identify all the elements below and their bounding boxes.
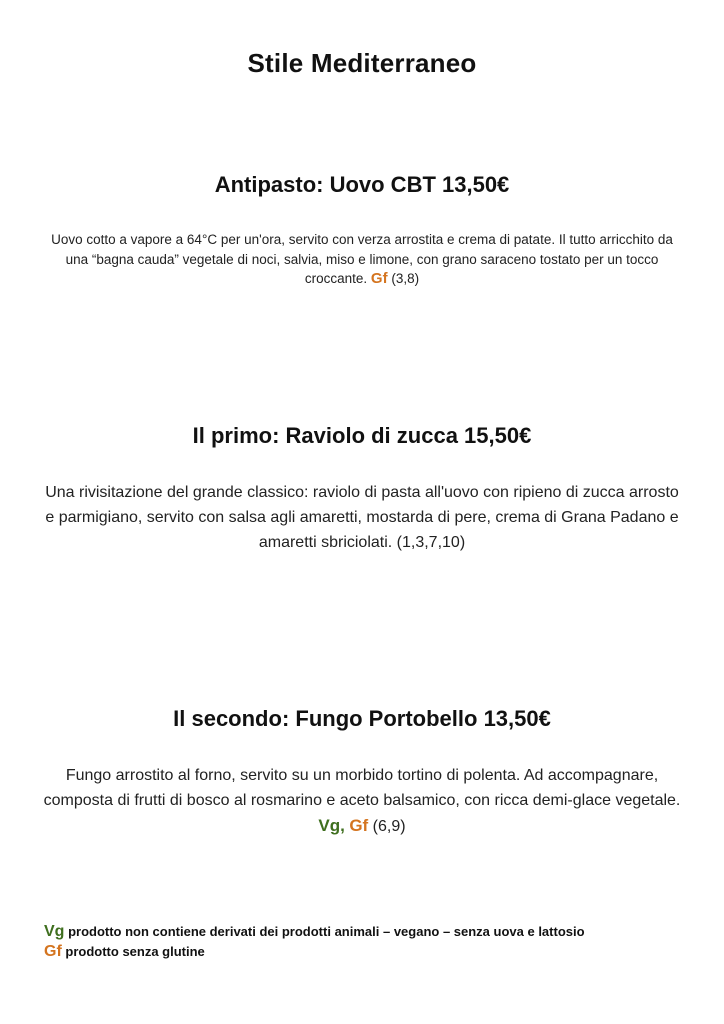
primo-heading: Il primo: Raviolo di zucca 15,50€ xyxy=(192,423,532,448)
legend-text-gf: prodotto senza glutine xyxy=(65,944,205,959)
antipasto-description xyxy=(40,230,684,289)
tag-separator: , xyxy=(340,816,345,835)
legend-text-vg: prodotto non contiene derivati dei prodotti animali – vegano – senza uova e lattosio xyxy=(68,924,585,939)
primo-description xyxy=(40,480,684,555)
primo-text: Una rivisitazione del grande classico: raviolo di pasta all'uovo con ripieno di zucca arrosto e parmigiano, servito con salsa agli amaretti, mostarda di pere, crema di Grana Padano e amaretti sbriciolati. (1,3,7,10) xyxy=(45,484,679,551)
legend-item-gluten-free xyxy=(44,942,694,962)
secondo-allergens: (6,9) xyxy=(372,818,406,835)
page-title: Stile Mediterraneo xyxy=(247,48,477,78)
antipasto-allergens: (3,8) xyxy=(391,271,420,286)
legend-code-gf: Gf xyxy=(44,943,62,960)
gluten-free-tag: Gf xyxy=(349,816,369,835)
vegan-tag: Vg xyxy=(318,816,341,835)
antipasto-heading: Antipasto: Uovo CBT 13,50€ xyxy=(214,172,510,197)
secondo-description xyxy=(40,763,684,839)
antipasto-text: Uovo cotto a vapore a 64°C per un'ora, servito con verza arrostita e crema di patate. Il tutto arricchito da una “bagna cauda” vegetale di noci, salvia, miso e limone, con grano saraceno tostato per un tocco croccante. xyxy=(51,232,673,286)
legend-code-vg: Vg xyxy=(44,923,65,940)
gluten-free-tag: Gf xyxy=(370,270,388,287)
legend-item-vegan xyxy=(44,922,694,942)
legend xyxy=(44,922,694,962)
secondo-heading: Il secondo: Fungo Portobello 13,50€ xyxy=(173,706,551,731)
secondo-text: Fungo arrostito al forno, servito su un morbido tortino di polenta. Ad accompagnare, composta di frutti di bosco al rosmarino e aceto balsamico, con ricca demi-glace vegetale. xyxy=(43,767,681,809)
